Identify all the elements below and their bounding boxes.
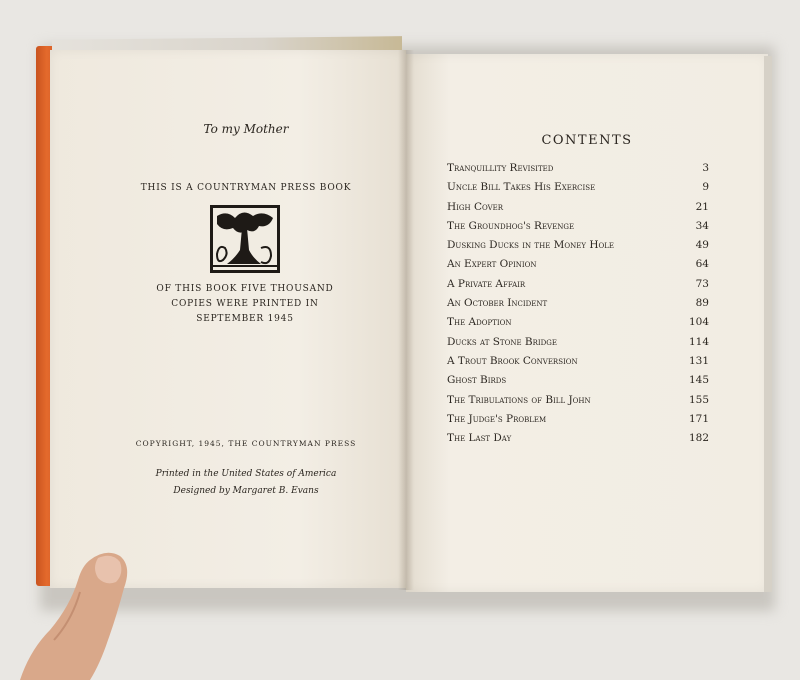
toc-page: 49	[695, 239, 709, 252]
toc-page: 131	[688, 354, 709, 367]
toc-title: Ducks at Stone Bridge	[447, 335, 557, 348]
contents-heading: CONTENTS	[541, 133, 633, 148]
tree-woodcut-icon	[209, 204, 281, 274]
toc-entry	[447, 391, 709, 410]
toc-page: 9	[702, 181, 709, 194]
toc-title: An Expert Opinion	[447, 258, 537, 271]
toc-entry	[447, 217, 709, 236]
toc-entry	[447, 410, 709, 429]
toc-title: A Trout Brook Conversion	[447, 354, 578, 367]
toc-title: The Tribulations of Bill John	[447, 393, 591, 406]
toc-title: Dusking Ducks in the Money Hole	[447, 239, 614, 252]
toc-entry	[447, 371, 709, 390]
toc-title: Ghost Birds	[447, 374, 507, 387]
copyright-line: COPYRIGHT, 1945, THE COUNTRYMAN PRESS	[135, 439, 357, 448]
toc-title: A Private Affair	[447, 277, 526, 290]
toc-title: High Cover	[447, 200, 504, 213]
book-gutter	[398, 50, 414, 590]
toc-entry	[447, 198, 709, 217]
dedication: To my Mother	[203, 122, 289, 136]
toc-title: Tranquillity Revisited	[447, 162, 554, 174]
toc-entry	[447, 429, 709, 448]
thumb	[20, 540, 140, 680]
toc-entry	[447, 333, 709, 352]
colophon-line: COPIES WERE PRINTED IN	[171, 299, 319, 309]
toc-page: 155	[688, 393, 709, 406]
toc-page: 114	[688, 335, 709, 348]
toc-page: 3	[702, 162, 709, 174]
toc-entry	[447, 294, 709, 313]
toc-entry	[447, 236, 709, 255]
toc-title: The Groundhog's Revenge	[447, 219, 575, 232]
colophon-line: SEPTEMBER 1945	[196, 314, 294, 324]
printed-in-line: Printed in the United States of America	[155, 469, 337, 479]
designer-line: Designed by Margaret B. Evans	[173, 486, 319, 496]
toc-page: 34	[695, 219, 709, 232]
toc-entry	[447, 159, 709, 178]
toc-title: The Last Day	[447, 432, 512, 445]
toc-page: 104	[688, 316, 709, 329]
toc-entry	[447, 255, 709, 274]
toc-entry	[447, 275, 709, 294]
toc-page: 89	[695, 297, 709, 310]
toc-entry	[447, 352, 709, 371]
toc-title: Uncle Bill Takes His Exercise	[447, 181, 596, 194]
toc-page: 64	[695, 258, 709, 271]
toc-page: 73	[695, 277, 709, 290]
toc-page: 21	[695, 200, 709, 213]
toc-title: The Judge's Problem	[447, 412, 547, 425]
toc-entry	[447, 313, 709, 332]
table-of-contents	[447, 159, 709, 448]
toc-title: The Adoption	[447, 316, 512, 329]
toc-page: 145	[688, 374, 709, 387]
toc-page: 182	[688, 432, 709, 445]
toc-entry	[447, 178, 709, 197]
toc-page: 171	[688, 412, 709, 425]
press-line: THIS IS A COUNTRYMAN PRESS BOOK	[140, 183, 352, 193]
printing-credits	[96, 466, 396, 500]
colophon-line: OF THIS BOOK FIVE THOUSAND	[156, 284, 334, 294]
toc-title: An October Incident	[447, 297, 548, 310]
colophon	[110, 282, 380, 327]
